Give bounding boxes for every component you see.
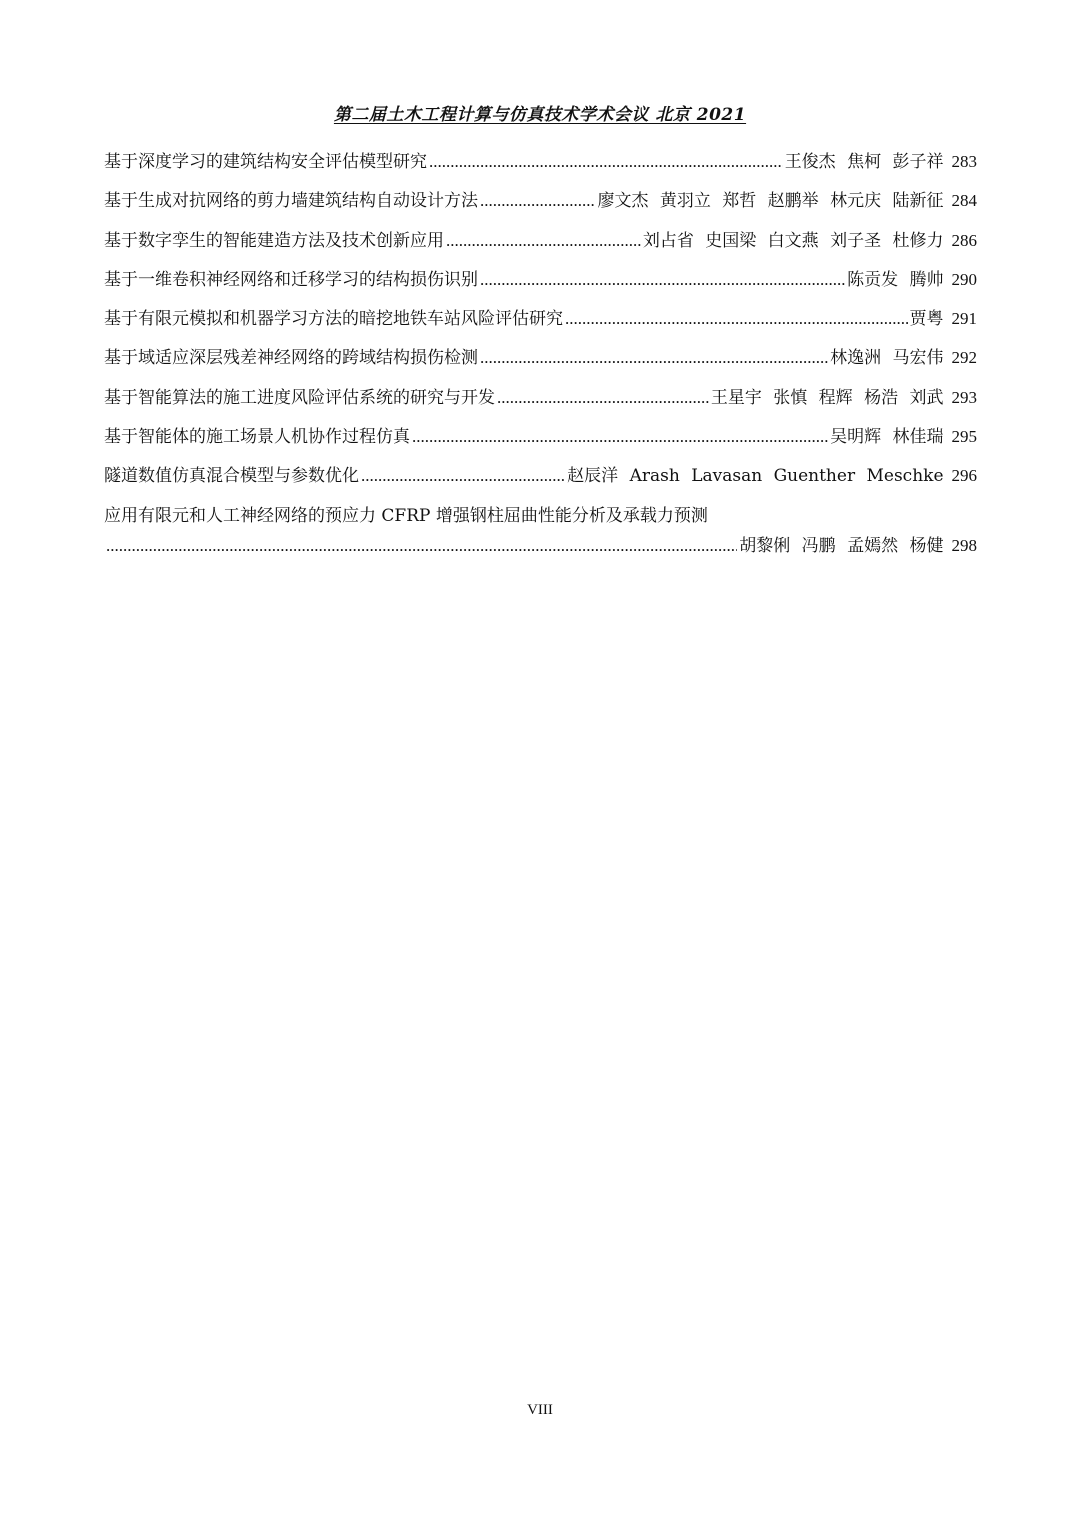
toc-entry[interactable] (104, 501, 977, 561)
toc-entry[interactable] (104, 147, 977, 186)
toc-entry-title: 基于域适应深层残差神经网络的跨域结构损伤检测 (104, 348, 478, 369)
running-header: 第二届土木工程计算与仿真技术学术会议 北京 2021 (333, 105, 747, 125)
toc-leader-dots (480, 191, 595, 211)
toc-entry-authors: 胡黎俐 冯鹏 孟嫣然 杨健 (739, 535, 944, 556)
toc-leader-dots (106, 536, 737, 556)
toc-leader-dots (446, 231, 641, 251)
toc-entry[interactable] (104, 383, 977, 422)
toc-entry-authors: 林逸洲 马宏伟 (830, 348, 944, 369)
toc-entry-title: 基于智能体的施工场景人机协作过程仿真 (104, 427, 410, 448)
toc-entry-title: 基于智能算法的施工进度风险评估系统的研究与开发 (104, 387, 495, 408)
toc-entry-page: 286 (951, 230, 977, 250)
toc-entry-authors: 吴明辉 林佳瑞 (830, 427, 944, 448)
toc-entry-page: 296 (951, 466, 977, 486)
toc-entry-page: 290 (951, 269, 977, 289)
toc-entry-page: 298 (951, 535, 977, 555)
toc-leader-dots (565, 309, 908, 329)
toc-entry-page: 291 (951, 309, 977, 329)
toc-entry-authors: 王星宇 张慎 程辉 杨浩 刘武 (710, 387, 944, 408)
toc-entry-title: 基于有限元模拟和机器学习方法的暗挖地铁车站风险评估研究 (104, 309, 563, 330)
toc-entry-title: 应用有限元和人工神经网络的预应力 CFRP 增强钢柱屈曲性能分析及承载力预测 (104, 505, 708, 526)
page-number: VIII (527, 1402, 553, 1418)
toc-entry[interactable] (104, 422, 977, 461)
toc-entry-page: 283 (951, 152, 977, 171)
toc-entry[interactable] (104, 186, 977, 225)
toc-entry-page: 293 (951, 387, 977, 407)
toc-entry-page: 295 (951, 427, 977, 447)
toc-entry-title: 基于生成对抗网络的剪力墙建筑结构自动设计方法 (104, 191, 478, 212)
toc-entry-authors: 廖文杰 黄羽立 郑哲 赵鹏举 林元庆 陆新征 (597, 191, 944, 212)
toc-leader-dots (480, 270, 845, 290)
toc-entry[interactable] (104, 461, 977, 500)
toc-leader-dots (497, 388, 709, 408)
toc-entry[interactable] (104, 226, 977, 265)
toc-entry-page: 284 (951, 191, 977, 211)
toc-entry-authors: 贾粤 (909, 309, 944, 330)
table-of-contents (104, 147, 977, 561)
toc-entry-authors: 刘占省 史国梁 白文燕 刘子圣 杜修力 (642, 230, 944, 251)
toc-leader-dots (412, 427, 828, 447)
toc-entry[interactable] (104, 265, 977, 304)
toc-entry-title: 基于一维卷积神经网络和迁移学习的结构损伤识别 (104, 269, 478, 290)
toc-entry-title: 基于数字孪生的智能建造方法及技术创新应用 (104, 230, 444, 251)
toc-leader-dots (361, 466, 565, 486)
toc-leader-dots (480, 348, 828, 368)
toc-entry-page: 292 (951, 348, 977, 368)
toc-entry-title: 隧道数值仿真混合模型与参数优化 (104, 466, 359, 487)
toc-leader-dots (429, 152, 783, 172)
toc-entry-authors: 陈贡发 腾帅 (847, 269, 944, 290)
toc-entry-authors: 王俊杰 焦柯 彭子祥 (784, 152, 944, 172)
toc-entry-authors: 赵辰洋 Arash Lavasan Guenther Meschke (567, 466, 944, 487)
toc-entry[interactable] (104, 304, 977, 343)
toc-entry-title: 基于深度学习的建筑结构安全评估模型研究 (104, 152, 427, 172)
toc-entry[interactable] (104, 343, 977, 382)
